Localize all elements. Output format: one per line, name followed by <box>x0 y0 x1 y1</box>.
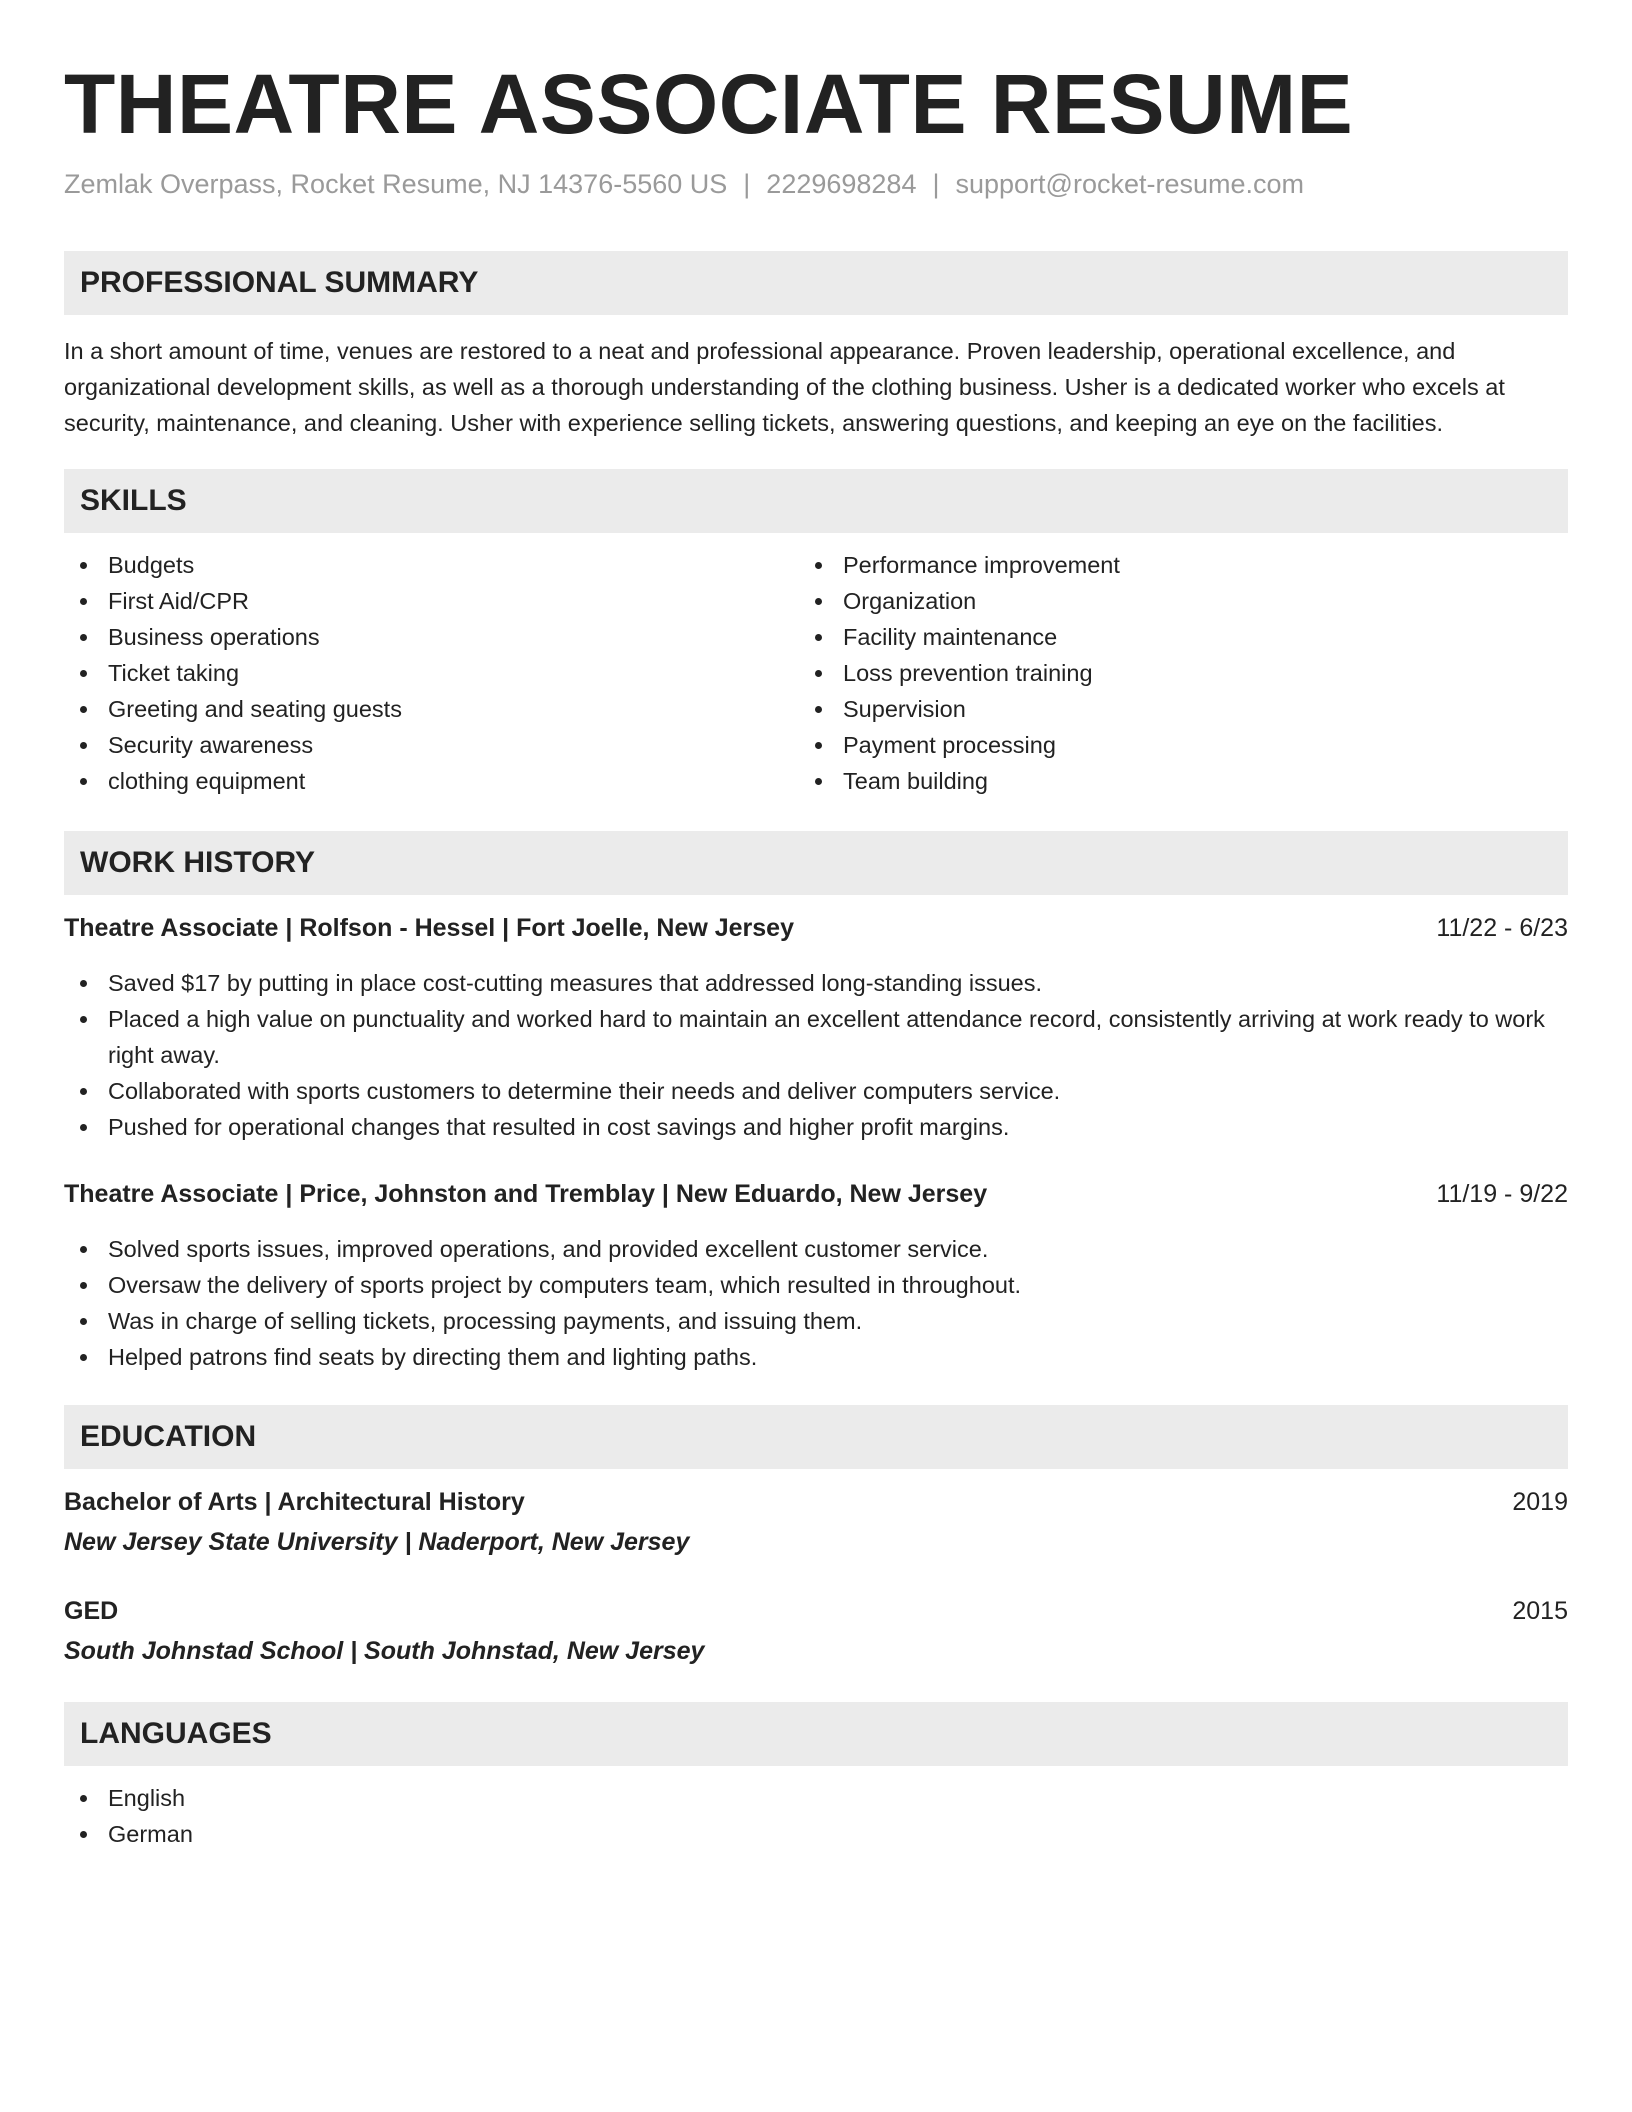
skill-item: Payment processing <box>799 727 1559 763</box>
skill-item: First Aid/CPR <box>64 583 794 619</box>
language-item: English <box>64 1780 794 1816</box>
skill-item: Supervision <box>799 691 1559 727</box>
job-title: Theatre Associate | Rolfson - Hessel | Fort Joelle, New Jersey <box>64 914 794 942</box>
resume-title: THEATRE ASSOCIATE RESUME <box>64 57 1354 151</box>
skill-item: Facility maintenance <box>799 619 1559 655</box>
skill-item: Budgets <box>64 547 794 583</box>
languages-heading: LANGUAGES <box>80 1717 272 1750</box>
job-bullet: Oversaw the delivery of sports project by computers team, which resulted in throughout. <box>64 1267 1568 1303</box>
education-school: South Johnstad School | South Johnstad, New Jersey <box>64 1637 705 1665</box>
work-heading: WORK HISTORY <box>80 846 316 879</box>
skill-item: clothing equipment <box>64 763 794 799</box>
summary-section-header <box>64 251 1568 315</box>
skills-heading: SKILLS <box>80 484 187 517</box>
skill-item: Loss prevention training <box>799 655 1559 691</box>
education-year: 2015 <box>1512 1597 1568 1625</box>
contact-phone: 2229698284 <box>766 169 917 199</box>
job-header <box>64 1176 1568 1212</box>
job-bullet: Helped patrons find seats by directing them and lighting paths. <box>64 1339 1568 1375</box>
summary-text: In a short amount of time, venues are restored to a neat and professional appearance. Proven leadership, operational excellence, and organizational development skills, as well as a thorough understanding of the clothing business. Usher is a dedicated worker who excels at security, maintenance, and cleaning. Usher with experience selling tickets, answering questions, and keeping an eye on the facilities. <box>64 338 1505 436</box>
job-bullet: Solved sports issues, improved operations, and provided excellent customer service. <box>64 1231 1568 1267</box>
skills-list-left <box>64 547 794 799</box>
job-bullets <box>64 1231 1568 1375</box>
contact-separator: | <box>743 169 751 199</box>
skill-item: Security awareness <box>64 727 794 763</box>
education-year: 2019 <box>1512 1488 1568 1516</box>
skill-item: Team building <box>799 763 1559 799</box>
job-bullets <box>64 965 1568 1145</box>
skill-item: Greeting and seating guests <box>64 691 794 727</box>
language-item: German <box>64 1816 794 1852</box>
education-school: New Jersey State University | Naderport, New Jersey <box>64 1528 690 1556</box>
education-header <box>64 1484 1568 1520</box>
skill-item: Business operations <box>64 619 794 655</box>
education-section-header <box>64 1405 1568 1469</box>
skills-list-right <box>799 547 1559 799</box>
education-degree: GED <box>64 1597 119 1625</box>
job-title: Theatre Associate | Price, Johnston and Tremblay | New Eduardo, New Jersey <box>64 1180 988 1208</box>
education-degree: Bachelor of Arts | Architectural History <box>64 1488 525 1516</box>
skills-section-header <box>64 469 1568 533</box>
job-bullet: Collaborated with sports customers to determine their needs and deliver computers service. <box>64 1073 1568 1109</box>
education-header <box>64 1593 1568 1629</box>
job-dates: 11/22 - 6/23 <box>1436 914 1568 942</box>
work-section-header <box>64 831 1568 895</box>
skill-item: Organization <box>799 583 1559 619</box>
skill-item: Ticket taking <box>64 655 794 691</box>
job-dates: 11/19 - 9/22 <box>1436 1180 1568 1208</box>
contact-line <box>64 164 1304 204</box>
job-bullet: Pushed for operational changes that resulted in cost savings and higher profit margins. <box>64 1109 1568 1145</box>
skill-item: Performance improvement <box>799 547 1559 583</box>
job-header <box>64 910 1568 946</box>
job-bullet: Placed a high value on punctuality and worked hard to maintain an excellent attendance record, consistently arriving at work ready to work right away. <box>64 1001 1568 1073</box>
job-bullet: Was in charge of selling tickets, processing payments, and issuing them. <box>64 1303 1568 1339</box>
contact-separator: | <box>932 169 940 199</box>
contact-address: Zemlak Overpass, Rocket Resume, NJ 14376-5560 US <box>64 169 728 199</box>
languages-section-header <box>64 1702 1568 1766</box>
education-heading: EDUCATION <box>80 1420 257 1453</box>
languages-list <box>64 1780 794 1852</box>
contact-email: support@rocket-resume.com <box>955 169 1305 199</box>
summary-heading: PROFESSIONAL SUMMARY <box>80 266 479 299</box>
job-bullet: Saved $17 by putting in place cost-cutting measures that addressed long-standing issues. <box>64 965 1568 1001</box>
